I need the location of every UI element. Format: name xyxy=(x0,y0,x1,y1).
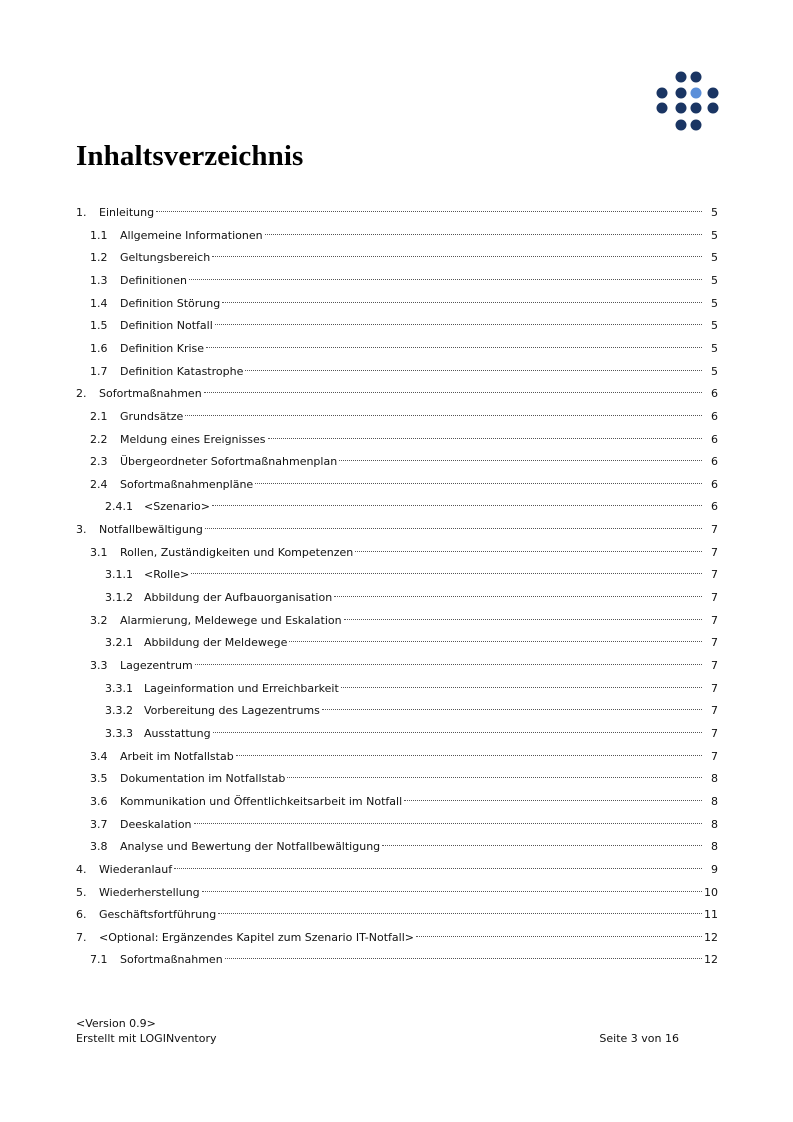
logo-dot xyxy=(691,88,702,99)
toc-entry-number: 3.5 xyxy=(90,772,108,786)
toc-entry-page: 5 xyxy=(711,228,718,242)
toc-dot-leader xyxy=(404,800,702,801)
toc-entry-line xyxy=(120,656,718,676)
toc-entry[interactable] xyxy=(0,248,793,268)
toc-entry[interactable] xyxy=(0,769,793,789)
toc-entry-number: 1.2 xyxy=(90,251,108,265)
toc-entry-number: 1.3 xyxy=(90,273,108,287)
toc-entry-line xyxy=(144,679,718,699)
toc-entry-number: 3.2.1 xyxy=(105,636,133,650)
toc-entry[interactable] xyxy=(0,633,793,653)
toc-entry-number: 1.6 xyxy=(90,341,108,355)
toc-dot-leader xyxy=(416,936,702,937)
toc-entry[interactable] xyxy=(0,656,793,676)
toc-dot-leader xyxy=(222,302,702,303)
toc-entry-line xyxy=(120,769,718,789)
toc-entry[interactable] xyxy=(0,452,793,472)
toc-entry-number: 2. xyxy=(76,387,87,401)
logo-dot xyxy=(657,103,668,114)
logo-dot xyxy=(676,120,687,131)
toc-dot-leader xyxy=(156,211,702,212)
toc-dot-leader xyxy=(265,234,702,235)
toc-entry-page: 7 xyxy=(711,659,718,672)
toc-entry-page: 7 xyxy=(711,704,718,718)
toc-entry-number: 3.3.1 xyxy=(105,681,133,695)
toc-entry-number: 4. xyxy=(76,862,87,876)
toc-entry-line xyxy=(99,905,718,925)
toc-entry-page: 7 xyxy=(711,681,718,695)
toc-entry-page: 6 xyxy=(711,432,718,446)
toc-entry-title: Definition Krise xyxy=(120,341,205,355)
toc-entry[interactable] xyxy=(0,497,793,517)
toc-entry[interactable] xyxy=(0,905,793,925)
toc-entry[interactable] xyxy=(0,203,793,223)
toc-entry-title: Meldung eines Ereignisses xyxy=(120,432,266,446)
toc-entry-page: 5 xyxy=(711,319,718,333)
toc-entry-page: 6 xyxy=(711,477,718,491)
toc-entry[interactable] xyxy=(0,815,793,835)
toc-entry-page: 5 xyxy=(711,251,718,265)
toc-entry-page: 6 xyxy=(711,409,718,423)
toc-entry-page: 8 xyxy=(711,817,718,831)
toc-entry-page: 9 xyxy=(711,862,718,876)
toc-entry-page: 8 xyxy=(711,794,718,808)
footer-version: <Version 0.9> xyxy=(76,1017,156,1030)
toc-entry-line xyxy=(99,203,718,223)
toc-entry-line xyxy=(120,226,718,246)
toc-entry-title: Notfallbewältigung xyxy=(99,523,203,537)
toc-dot-leader xyxy=(268,438,702,439)
toc-entry-line xyxy=(144,588,718,608)
logo-dot xyxy=(708,88,719,99)
toc-entry[interactable] xyxy=(0,226,793,246)
toc-entry-line xyxy=(120,271,718,291)
toc-entry-title: Wiederanlauf xyxy=(99,862,173,876)
toc-entry-page: 6 xyxy=(711,455,718,469)
toc-entry-title: <Optional: Ergänzendes Kapitel zum Szenario IT-Notfall> xyxy=(99,930,414,944)
toc-entry-number: 3.7 xyxy=(90,817,108,831)
toc-entry-title: Geltungsbereich xyxy=(120,251,211,265)
toc-entry-title: Definition Notfall xyxy=(120,319,213,333)
toc-entry-line xyxy=(120,248,718,268)
toc-entry[interactable] xyxy=(0,611,793,631)
toc-dot-leader xyxy=(191,573,702,574)
toc-dot-leader xyxy=(212,256,702,257)
toc-entry-title: Lagezentrum xyxy=(120,659,193,672)
toc-entry-line xyxy=(120,611,718,631)
toc-dot-leader xyxy=(213,732,702,733)
toc-dot-leader xyxy=(189,279,702,280)
toc-entry-line xyxy=(144,633,718,653)
toc-entry-number: 6. xyxy=(76,908,87,922)
toc-entry-line xyxy=(99,883,718,903)
toc-entry-number: 3. xyxy=(76,523,87,537)
logo-dot xyxy=(676,88,687,99)
toc-entry-number: 1.5 xyxy=(90,319,108,333)
toc-entry-page: 7 xyxy=(711,523,718,537)
toc-entry[interactable] xyxy=(0,407,793,427)
toc-entry[interactable] xyxy=(0,475,793,495)
toc-entry[interactable] xyxy=(0,588,793,608)
toc-entry[interactable] xyxy=(0,928,793,948)
toc-entry[interactable] xyxy=(0,520,793,540)
toc-entry-line xyxy=(99,928,718,948)
toc-dot-leader xyxy=(202,891,702,892)
toc-dot-leader xyxy=(195,664,702,665)
toc-dot-leader xyxy=(206,347,702,348)
toc-entry-title: Dokumentation im Notfallstab xyxy=(120,772,286,786)
toc-entry-page: 12 xyxy=(704,953,718,967)
toc-dot-leader xyxy=(225,958,702,959)
toc-entry-title: Sofortmaßnahmenpläne xyxy=(120,477,254,491)
toc-entry-number: 3.1 xyxy=(90,545,108,559)
toc-dot-leader xyxy=(344,619,702,620)
toc-dot-leader xyxy=(245,370,702,371)
toc-dot-leader xyxy=(289,641,702,642)
toc-entry-number: 5. xyxy=(76,885,87,899)
toc-entry-number: 3.3.2 xyxy=(105,704,133,718)
toc-entry-page: 5 xyxy=(711,273,718,287)
toc-entry-title: Rollen, Zuständigkeiten und Kompetenzen xyxy=(120,545,354,559)
toc-entry-number: 2.1 xyxy=(90,409,108,423)
toc-entry-line xyxy=(144,724,718,744)
toc-entry-title: Alarmierung, Meldewege und Eskalation xyxy=(120,613,342,627)
page-footer xyxy=(76,1016,679,1046)
toc-entry[interactable] xyxy=(0,837,793,857)
toc-dot-leader xyxy=(215,324,702,325)
toc-entry[interactable] xyxy=(0,339,793,359)
toc-entry-line xyxy=(144,497,718,517)
toc-entry-title: Lageinformation und Erreichbarkeit xyxy=(144,681,339,695)
toc-entry-line xyxy=(120,747,718,767)
toc-entry-line xyxy=(120,475,718,495)
toc-entry-number: 2.3 xyxy=(90,455,108,469)
logo-dot xyxy=(691,103,702,114)
toc-entry-page: 7 xyxy=(711,591,718,605)
toc-entry-page: 5 xyxy=(711,206,718,219)
toc-dot-leader xyxy=(185,415,702,416)
toc-entry-title: Definition Katastrophe xyxy=(120,364,244,378)
toc-entry[interactable] xyxy=(0,883,793,903)
toc-entry-page: 7 xyxy=(711,749,718,763)
toc-entry[interactable] xyxy=(0,747,793,767)
toc-entry-number: 2.2 xyxy=(90,432,108,446)
toc-entry[interactable] xyxy=(0,316,793,336)
toc-entry-page: 11 xyxy=(704,908,718,922)
toc-entry-title: Allgemeine Informationen xyxy=(120,228,263,242)
toc-dot-leader xyxy=(339,460,702,461)
toc-entry-page: 6 xyxy=(711,387,718,401)
toc-dot-leader xyxy=(355,551,702,552)
toc-entry-line xyxy=(144,701,718,721)
toc-entry-number: 1.4 xyxy=(90,296,108,310)
toc-entry-line xyxy=(99,384,718,404)
toc-entry-line xyxy=(120,362,718,382)
footer-created-with: Erstellt mit LOGINventory xyxy=(76,1032,217,1045)
toc-entry-title: Arbeit im Notfallstab xyxy=(120,749,234,763)
toc-entry-title: <Szenario> xyxy=(144,500,210,514)
toc-entry-page: 6 xyxy=(711,500,718,514)
toc-entry[interactable] xyxy=(0,950,793,970)
toc-entry-number: 3.4 xyxy=(90,749,108,763)
toc-dot-leader xyxy=(255,483,702,484)
logo xyxy=(650,70,726,140)
toc-entry-title: Wiederherstellung xyxy=(99,885,200,899)
toc-entry-title: Vorbereitung des Lagezentrums xyxy=(144,704,320,718)
toc-entry[interactable] xyxy=(0,724,793,744)
toc-dot-leader xyxy=(218,913,702,914)
toc-entry[interactable] xyxy=(0,792,793,812)
toc-entry-page: 7 xyxy=(711,545,718,559)
page-title: Inhaltsverzeichnis xyxy=(76,140,304,172)
toc-entry[interactable] xyxy=(0,701,793,721)
toc-entry[interactable] xyxy=(0,565,793,585)
toc-entry-page: 5 xyxy=(711,296,718,310)
toc-entry-line xyxy=(99,520,718,540)
toc-entry[interactable] xyxy=(0,430,793,450)
toc-entry-line xyxy=(120,316,718,336)
toc-entry-number: 3.3.3 xyxy=(105,726,133,740)
logo-dot xyxy=(676,103,687,114)
toc-entry-title: Definition Störung xyxy=(120,296,221,310)
toc-dot-leader xyxy=(382,845,702,846)
toc-entry-page: 7 xyxy=(711,613,718,627)
toc-entry-title: Abbildung der Meldewege xyxy=(144,636,288,650)
toc-dot-leader xyxy=(205,528,702,529)
toc-entry-title: <Rolle> xyxy=(144,568,190,582)
toc-entry-number: 7.1 xyxy=(90,953,108,967)
toc-dot-leader xyxy=(334,596,702,597)
toc-entry-line xyxy=(120,430,718,450)
toc-dot-leader xyxy=(204,392,702,393)
toc-entry-title: Sofortmaßnahmen xyxy=(120,953,223,967)
toc-entry-title: Sofortmaßnahmen xyxy=(99,387,202,401)
toc-entry-number: 3.2 xyxy=(90,613,108,627)
toc-entry-title: Kommunikation und Öffentlichkeitsarbeit im Notfall xyxy=(120,794,403,808)
toc-entry-title: Übergeordneter Sofortmaßnahmenplan xyxy=(120,455,338,469)
toc-dot-leader xyxy=(194,823,702,824)
toc-entry-line xyxy=(120,452,718,472)
logo-dot xyxy=(676,72,687,83)
toc-dot-leader xyxy=(212,505,702,506)
toc-entry-title: Deeskalation xyxy=(120,817,192,831)
toc-entry[interactable] xyxy=(0,679,793,699)
toc-entry-line xyxy=(120,837,718,857)
toc-entry-page: 7 xyxy=(711,568,718,582)
toc-entry-page: 8 xyxy=(711,840,718,854)
toc-entry-title: Geschäftsfortführung xyxy=(99,908,217,922)
toc-dot-leader xyxy=(341,687,702,688)
toc-entry-title: Definitionen xyxy=(120,273,188,287)
toc-entry[interactable] xyxy=(0,543,793,563)
toc-entry-line xyxy=(120,294,718,314)
toc-entry-line xyxy=(120,407,718,427)
footer-page-number: Seite 3 von 16 xyxy=(599,1032,679,1045)
toc-entry-number: 3.1.2 xyxy=(105,591,133,605)
toc-entry-line xyxy=(144,565,718,585)
logo-dot xyxy=(708,103,719,114)
toc-entry-number: 3.3 xyxy=(90,659,108,672)
toc-dot-leader xyxy=(236,755,702,756)
logo-dot xyxy=(691,72,702,83)
toc-entry-line xyxy=(120,543,718,563)
toc-entry-title: Ausstattung xyxy=(144,726,211,740)
logo-dot xyxy=(691,120,702,131)
toc-entry-number: 2.4 xyxy=(90,477,108,491)
toc-entry-number: 1.1 xyxy=(90,228,108,242)
logo-dot xyxy=(657,88,668,99)
toc-dot-leader xyxy=(322,709,702,710)
toc-entry-number: 1. xyxy=(76,206,87,219)
toc-entry-page: 12 xyxy=(704,930,718,944)
toc-entry-title: Einleitung xyxy=(99,206,155,219)
toc-entry[interactable] xyxy=(0,362,793,382)
toc-entry-page: 7 xyxy=(711,636,718,650)
toc-entry-line xyxy=(120,792,718,812)
toc-entry-page: 5 xyxy=(711,364,718,378)
toc-entry-number: 3.1.1 xyxy=(105,568,133,582)
toc-entry-title: Grundsätze xyxy=(120,409,184,423)
toc-entry-number: 2.4.1 xyxy=(105,500,133,514)
toc-entry[interactable] xyxy=(0,384,793,404)
toc-entry-number: 1.7 xyxy=(90,364,108,378)
toc-entry-line xyxy=(120,815,718,835)
toc-entry-title: Abbildung der Aufbauorganisation xyxy=(144,591,333,605)
toc-entry-number: 7. xyxy=(76,930,87,944)
toc-entry-page: 8 xyxy=(711,772,718,786)
toc-entry-line xyxy=(120,950,718,970)
toc-entry-page: 10 xyxy=(704,885,718,899)
toc-entry-line xyxy=(120,339,718,359)
toc-entry-page: 5 xyxy=(711,341,718,355)
toc-dot-leader xyxy=(287,777,702,778)
toc-entry-title: Analyse und Bewertung der Notfallbewältigung xyxy=(120,840,381,854)
toc-entry[interactable] xyxy=(0,271,793,291)
toc-entry[interactable] xyxy=(0,860,793,880)
toc-entry-number: 3.8 xyxy=(90,840,108,854)
toc-entry-page: 7 xyxy=(711,726,718,740)
toc-dot-leader xyxy=(174,868,702,869)
toc-entry-line xyxy=(99,860,718,880)
toc-entry[interactable] xyxy=(0,294,793,314)
toc-entry-number: 3.6 xyxy=(90,794,108,808)
